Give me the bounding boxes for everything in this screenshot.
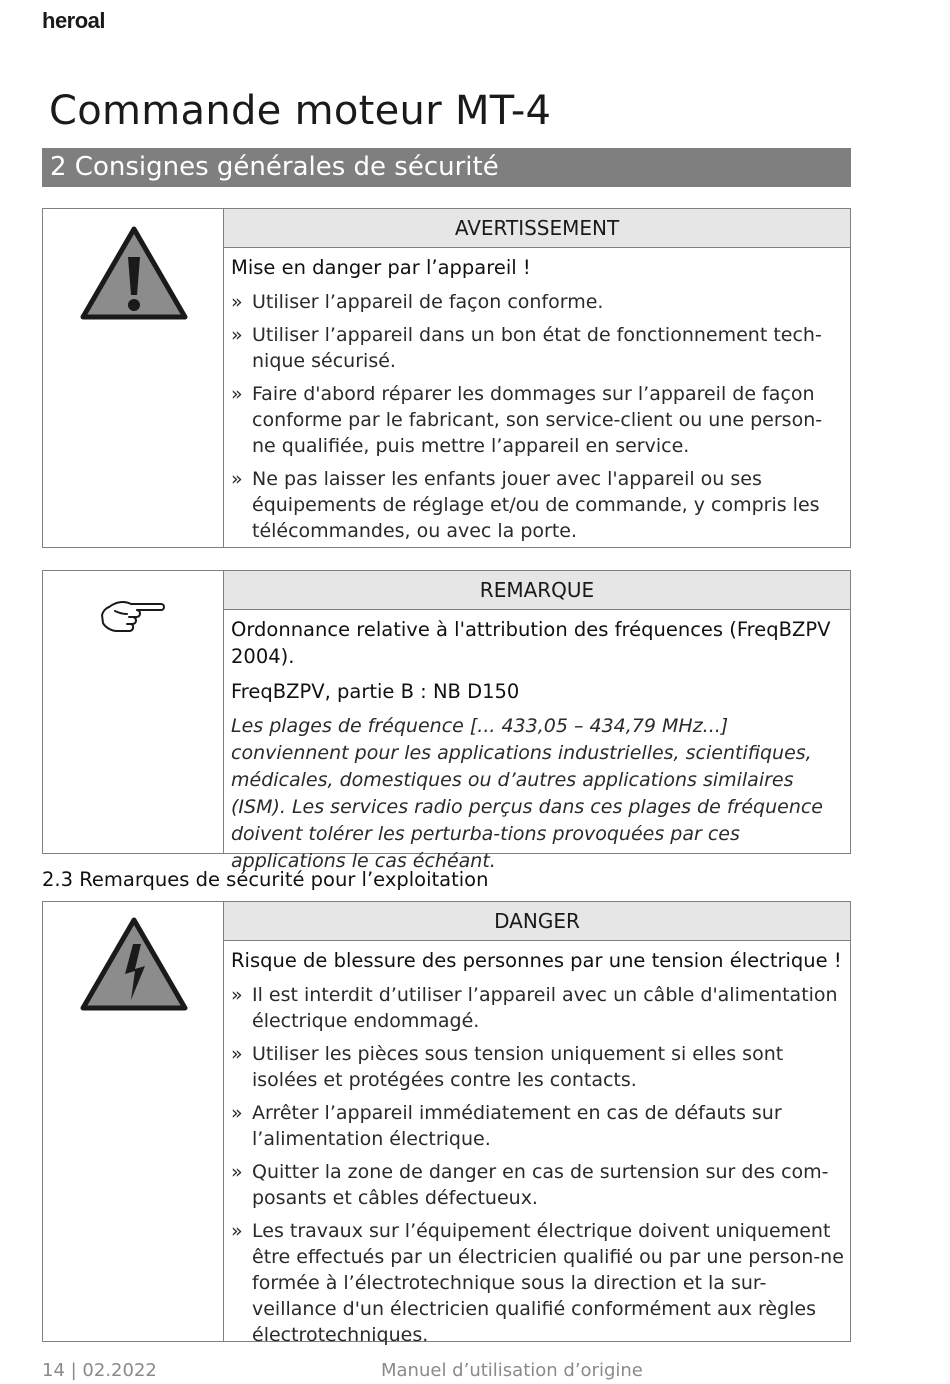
remark-subhead-section: FreqBZPV, partie B : NB D150 [231, 680, 520, 703]
warning-header: AVERTISSEMENT [224, 209, 850, 248]
remark-subhead-regulation: Ordonnance relative à l'attribution des fréquences (FreqBZPV 2004). [231, 618, 831, 668]
electric-hazard-icon [77, 914, 191, 1014]
list-item: » Quitter la zone de danger en cas de surtension sur des com-posants et câbles défectueux. [231, 1159, 844, 1211]
warning-notice [42, 208, 851, 548]
warning-icon-cell [43, 209, 224, 547]
warning-triangle-icon [77, 223, 191, 323]
danger-header: DANGER [224, 902, 850, 941]
list-item: » Faire d'abord réparer les dommages sur l’appareil de façon conforme par le fabricant, son service-client ou une person-ne qualifiée, puis mettre l’appareil en service. [231, 381, 844, 459]
remark-notice [42, 570, 851, 872]
danger-subhead: Risque de blessure des personnes par une tension électrique ! [231, 949, 842, 972]
remark-body-text: Les plages de fréquence [... 433,05 – 434,79 MHz...] conviennent pour les applications industrielles, scientifiques, médicales, domestiques ou d’autres applications similaires (ISM). Les services radio perçus dans ces plages de fréquence doivent tolérer les perturba-tions provoquées par ces applications le cas échéant. [231, 715, 823, 872]
list-item: » Ne pas laisser les enfants jouer avec l'appareil ou ses équipements de réglage et/ou de commande, y compris les télécommandes, ou avec la porte. [231, 466, 844, 544]
list-item: » Il est interdit d’utiliser l’appareil avec un câble d'alimentation électrique endommagé. [231, 982, 844, 1034]
danger-list [231, 982, 844, 1348]
warning-list [231, 289, 844, 544]
pointing-hand-icon [99, 597, 167, 635]
footer-page-number: 14 | 02.2022 [42, 1360, 157, 1381]
list-item: » Utiliser les pièces sous tension uniquement si elles sont isolées et protégées contre les contacts. [231, 1041, 844, 1093]
subsection-heading: 2.3 Remarques de sécurité pour l’exploitation [42, 868, 489, 891]
list-item: » Les travaux sur l’équipement électrique doivent uniquement être effectués par un électricien qualifié ou par une person-ne formée à l’électrotechnique sous la direction et la sur-veillance d'un électricien qualifié conformément aux règles électrotechniques. [231, 1218, 844, 1348]
page-title: Commande moteur MT-4 [49, 88, 552, 134]
remark-header: REMARQUE [224, 571, 850, 610]
warning-subhead: Mise en danger par l’appareil ! [231, 256, 531, 279]
list-item: » Utiliser l’appareil de façon conforme. [231, 289, 844, 315]
list-item: » Utiliser l’appareil dans un bon état de fonctionnement tech-nique sécurisé. [231, 322, 844, 374]
remark-icon-cell [43, 571, 224, 853]
section-heading: 2 Consignes générales de sécurité [42, 148, 851, 187]
footer-document-title: Manuel d’utilisation d’origine [381, 1360, 643, 1381]
list-item: » Arrêter l’appareil immédiatement en cas de défauts sur l’alimentation électrique. [231, 1100, 844, 1152]
danger-notice [42, 901, 851, 1346]
brand-logo: heroal [42, 8, 106, 33]
danger-icon-cell [43, 902, 224, 1341]
